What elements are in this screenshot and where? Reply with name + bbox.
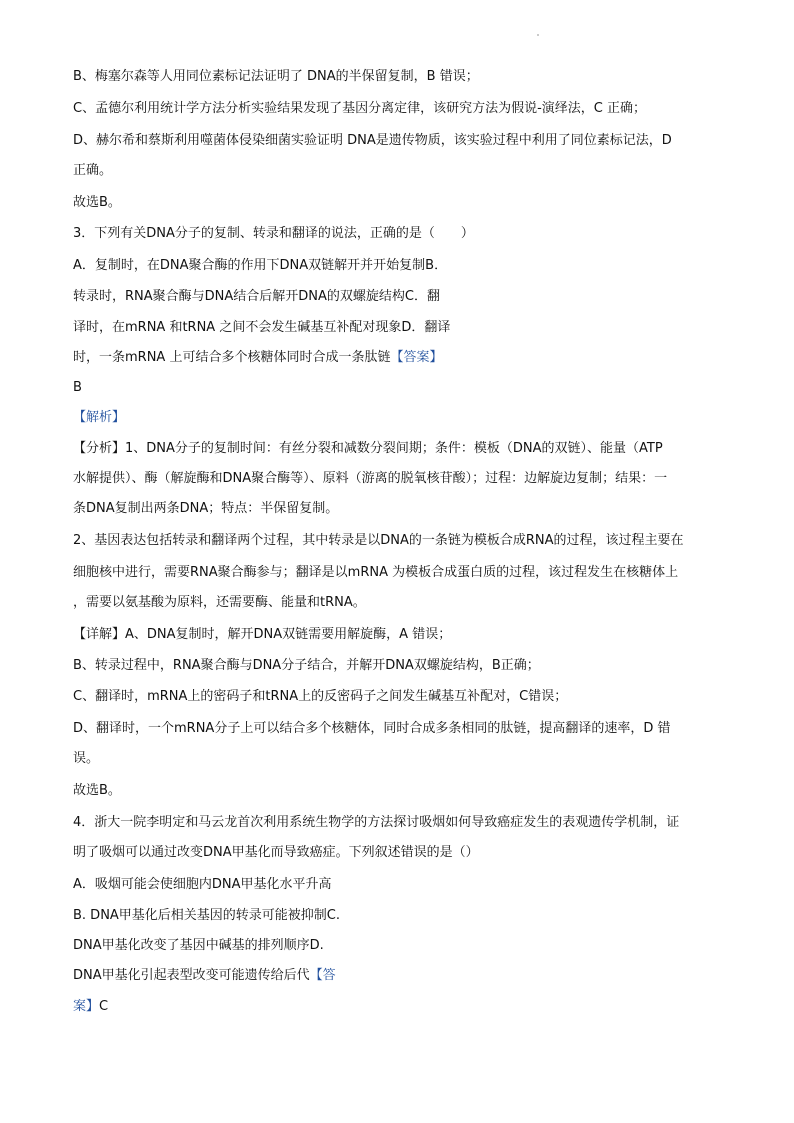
- analysis-line-3: 条DNA复制出两条DNA；特点：半保留复制。: [73, 501, 339, 516]
- analysis-line-1: 【分析】1、DNA分子的复制时间：有丝分裂和减数分裂间期；条件：模板（DNA的双链）、能量（ATP: [73, 441, 663, 456]
- answer-tag: 【答案】: [390, 350, 443, 365]
- detail-line-5: 误。: [73, 751, 100, 766]
- question-4-option-line-1: A．吸烟可能会使细胞内DNA甲基化水平升高: [73, 877, 332, 892]
- detail-line-3: C、翻译时，mRNA上的密码子和tRNA上的反密码子之间发生碱基互补配对，C错误；: [73, 689, 568, 704]
- decorative-dot: [537, 34, 539, 36]
- detail-line-1: 【详解】A、DNA复制时，解开DNA双链需要用解旋酶，A 错误；: [73, 627, 452, 642]
- line-choose-b-1: 故选B。: [73, 195, 121, 210]
- analysis-line-4: 2、基因表达包括转录和翻译两个过程，其中转录是以DNA的一条链为模板合成RNA的过程，该过程主要在: [73, 533, 684, 548]
- question-3-answer: B: [73, 380, 82, 395]
- line-d-right-2: 正确。: [73, 163, 113, 178]
- answer-tag-end: 案】: [73, 999, 100, 1014]
- question-4-option-line-2: B. DNA甲基化后相关基因的转录可能被抑制C.: [73, 908, 341, 923]
- analysis-line-2: 水解提供）、酶（解旋酶和DNA聚合酶等）、原料（游离的脱氧核苷酸）；过程：边解旋边复制；结果：一: [73, 471, 668, 486]
- analysis-tag: 【分析】: [73, 441, 126, 456]
- question-3-option-line-4: 时，一条mRNA 上可结合多个核糖体同时合成一条肽链【答案】: [73, 350, 443, 365]
- line-c-right: C、孟德尔利用统计学方法分析实验结果发现了基因分离定律，该研究方法为假说-演绎法，C 正确；: [73, 101, 646, 116]
- question-3-stem: 3．下列有关DNA分子的复制、转录和翻译的说法，正确的是（ ）: [73, 226, 474, 241]
- line-choose-b-2: 故选B。: [73, 783, 121, 798]
- detail-line-4: D、翻译时，一个mRNA分子上可以结合多个核糖体，同时合成多条相同的肽链，提高翻译的速率，D 错: [73, 721, 671, 736]
- detail-tag: 【详解】: [73, 627, 126, 642]
- question-3-option-line-1: A．复制时，在DNA聚合酶的作用下DNA双链解开并开始复制B．: [73, 258, 448, 273]
- analysis-line-6: ，需要以氨基酸为原料，还需要酶、能量和tRNA。: [73, 595, 366, 610]
- question-4-option-line-3: DNA甲基化改变了基因中碱基的排列顺序D.: [73, 938, 324, 953]
- question-4-answer: 案】C: [73, 999, 109, 1014]
- answer-tag-start: 【答: [309, 968, 336, 983]
- question-3-option-line-3: 译时，在mRNA 和tRNA 之间不会发生碱基互补配对现象D．翻译: [73, 320, 451, 335]
- question-4-stem-line-1: 4．浙大一院李明定和马云龙首次利用系统生物学的方法探讨吸烟如何导致癌症发生的表观遗传学机制，证: [73, 815, 680, 830]
- detail-line-2: B、转录过程中，RNA聚合酶与DNA分子结合，并解开DNA双螺旋结构，B正确；: [73, 658, 540, 673]
- analysis-title: 【解析】: [73, 410, 126, 425]
- question-4-stem-line-2: 明了吸烟可以通过改变DNA甲基化而导致癌症。下列叙述错误的是（）: [73, 845, 479, 860]
- analysis-line-5: 细胞核中进行，需要RNA聚合酶参与；翻译是以mRNA 为模板合成蛋白质的过程，该过程发生在核糖体上: [73, 565, 679, 580]
- line-d-right-1: D、赫尔希和蔡斯利用噬菌体侵染细菌实验证明 DNA是遗传物质，该实验过程中利用了同位素标记法，D: [73, 133, 672, 148]
- line-b-wrong: B、梅塞尔森等人用同位素标记法证明了 DNA的半保留复制，B 错误；: [73, 69, 479, 84]
- question-3-option-line-2: 转录时，RNA聚合酶与DNA结合后解开DNA的双螺旋结构C．翻: [73, 289, 440, 304]
- question-4-option-line-4: DNA甲基化引起表型改变可能遗传给后代【答: [73, 968, 336, 983]
